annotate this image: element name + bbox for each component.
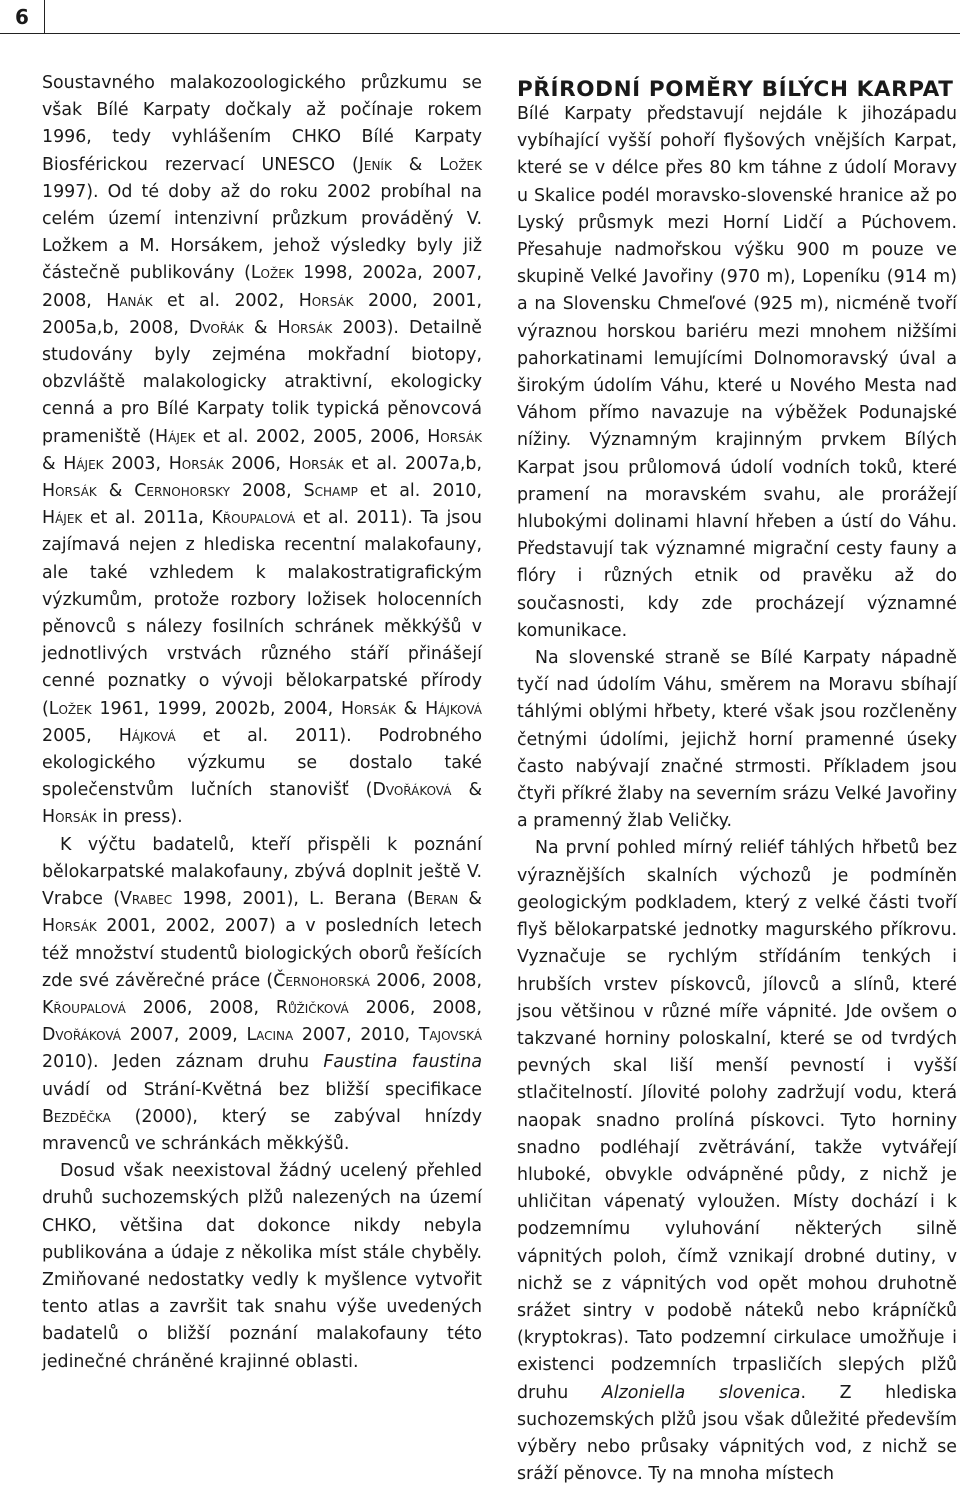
- text-run: . Z hlediska suchozemských plžů jsou však důležité především výběry nebo průsaky vápnitých vod, z nichž se sráží pěnovce. Ty na mnoha místech: [517, 1382, 957, 1485]
- author-name: Ložek: [250, 263, 294, 284]
- author-name: Horsák: [427, 426, 483, 447]
- right-paragraph: [517, 101, 957, 645]
- page-number: [0, 0, 45, 34]
- author-name: Ložek: [48, 698, 92, 719]
- author-name: Jeník: [358, 154, 392, 175]
- left-paragraph: [42, 70, 482, 832]
- author-name: Hájek: [63, 453, 104, 474]
- text-run: 2008,: [229, 481, 304, 502]
- author-name: Lacina: [246, 1025, 294, 1046]
- text-run: 2003,: [103, 453, 169, 474]
- author-name: Křoupalová: [211, 508, 296, 529]
- right-paragraph: [517, 645, 957, 835]
- author-name: Horsák: [277, 317, 333, 338]
- text-run: 2007, 2009,: [121, 1025, 247, 1046]
- author-name: Hájková: [118, 725, 176, 746]
- text-run: &: [391, 154, 440, 175]
- author-name: Horsák: [42, 916, 97, 937]
- text-run: in press).: [96, 807, 183, 828]
- header-rule: [44, 33, 960, 34]
- text-run: et al. 2011). Ta jsou zajímavá nejen z hlediska recentní malakofauny, ale také vzhledem k malakostratigrafickým výzkumům, protože rozbory ložisek holocenních pěnovců s nálezy fosilních schránek měkkýšů v jednotlivých vrstvách různého stáří přinášejí cenné poznatky o vývoji bělokarpatské přírody (: [42, 508, 483, 719]
- text-run: Soustavného malakozoologického průzkumu se však Bílé Karpaty dočkaly až počínaje rokem 1996, tedy vyhlášením CHKO Bílé Karpaty Biosférickou rezervací UNESCO (: [42, 73, 482, 175]
- right-paragraph: [517, 835, 957, 1488]
- author-name: Hájek: [42, 508, 83, 529]
- text-run: 1997). Od té doby až do roku 2002 probíhal na celém území intenzivní průzkum prováděný V. Ložkem a M. Horsákem, jehož výsledky byly již částečně publikovány (: [42, 181, 482, 284]
- text-run: K výčtu badatelů, kteří přispěli k poznání bělokarpatské malakofauny, zbývá doplnit ještě V. Vrabce (: [42, 834, 482, 910]
- author-name: Dvořák: [188, 317, 244, 338]
- author-name: Hájek: [155, 426, 196, 447]
- text-run: 1961, 1999, 2002b, 2004,: [91, 698, 342, 719]
- text-run: et al. 2010,: [357, 481, 483, 502]
- text-run: Dosud však neexistoval žádný ucelený přehled druhů suchozemských plžů nalezených na území CHKO, většina dat dokonce nikdy nebyla publikována a údaje z několika míst stále chyběly. Zmiňované nedostatky vedly k myšlence vytvořit tento atlas a završit tak snahu výše uvedených badatelů o bližší poznání malakofauny této jedinečné chráněné krajinné oblasti.: [42, 1161, 482, 1372]
- text-run: et al. 2011). Podrobného ekologického výzkumu se dostalo také společenstvům lučních stanovišť (: [42, 725, 482, 801]
- text-run: 2000, 2001, 2005a,b, 2008,: [42, 290, 482, 338]
- text-run: 2001, 2002, 2007) a v posledních letech též množství studentů biologických oborů řešících zde své závěrečné práce (: [42, 916, 482, 991]
- author-name: Horsák: [168, 453, 224, 474]
- right-column: [517, 76, 957, 1488]
- author-name: Cernohorsky: [134, 481, 230, 502]
- text-run: &: [451, 780, 483, 801]
- author-name: Beran: [413, 889, 459, 910]
- text-run: &: [42, 453, 64, 474]
- author-name: Hanák: [106, 290, 153, 311]
- text-run: 1998, 2002a, 2007, 2008,: [42, 263, 482, 311]
- author-name: Černohorská: [273, 970, 370, 991]
- text-run: et al. 2002, 2005, 2006,: [195, 426, 428, 447]
- text-run: et al. 2011a,: [82, 508, 212, 529]
- text-run: Na první pohled mírný reliéf táhlých hřbetů bez výraznějších skalních výchozů je podmíněn geologickým podkladem, který z velké části tvoří flyš bělokarpatské jednotky magurského příkrovu. Vyznačuje se rychlým střídáním tenkých i hrubších vrstev pískovců, jílovců a slínů, které jsou většinou v různé míře vápnité. Jde ovšem o takzvané horniny poloskalní, které se od tvrdých pevných skal liší menší pevností i vyšší stlačitelností. Jílovité polohy zadržují vodu, která naopak snadno prolíná pískovci. Tyto horniny snadno podléhají zvětrávání, takže vytvářejí hluboké, obvykle odvápněné půdy, z nichž je uhličitan vápenatý vyloužen. Místy dochází i k podzemnímu vyluhování některých silně vápnitých poloh, čímž vznikají drobné dutiny, v nichž se z vápnitých vod opět mohou druhotně srážet sintry v podobě náteků nebo krápníčků (kryptokras). Tato podzemní cirkulace umožňuje i existenci podzemních trpasličích slepých plžů druhu: [517, 838, 957, 1403]
- author-name: Dvořáková: [42, 1025, 121, 1046]
- text-run: 2003). Detailně studovány byly zejména mokřadní biotopy, obzvláště malakologicky atraktivní, ekologicky cenná a pro Bílé Karpaty tolik typická pěnovcová prameniště (: [42, 317, 482, 447]
- text-run: uvádí od Strání-Květná bez bližší specifikace: [42, 1079, 482, 1100]
- author-name: Ložek: [439, 154, 482, 175]
- text-run: 2005,: [42, 725, 119, 746]
- section-heading: PŘÍRODNÍ POMĚRY BÍLÝCH KARPAT: [517, 77, 954, 102]
- species-name: Faustina faustina: [323, 1052, 482, 1073]
- text-run: 2006, 2008,: [369, 970, 482, 991]
- text-run: &: [96, 481, 135, 502]
- author-name: Růžičková: [275, 997, 349, 1018]
- author-name: Bezděčka: [42, 1106, 111, 1127]
- text-run: &: [243, 317, 278, 338]
- text-run: 1998, 2001), L. Berana (: [172, 889, 414, 910]
- left-paragraph: [42, 832, 482, 1158]
- text-run: 2007, 2010,: [293, 1025, 419, 1046]
- author-name: Vrabec: [120, 889, 173, 910]
- text-run: (2000), který se zabýval hnízdy mravenců ve schránkách měkkýšů.: [42, 1106, 482, 1154]
- author-name: Tajovská: [418, 1025, 483, 1046]
- page-number-label: 6: [15, 4, 29, 29]
- text-run: &: [458, 889, 482, 910]
- author-name: Křoupalová: [42, 997, 126, 1018]
- text-run: 2006, 2008,: [125, 997, 276, 1018]
- text-run: Na slovenské straně se Bílé Karpaty nápadně tyčí nad údolím Váhu, směrem na Moravu sbíhají táhlými oblými hřbety, které však jsou rozčleněny četnými údolími, jejichž horní pramenné úseky často nabývají značné strmosti. Příkladem jsou čtyři příkré žlaby na severním srázu Velké Javořiny a pramenný žlab Veličky.: [517, 648, 957, 832]
- left-column: [42, 70, 482, 1376]
- species-name: Alzoniella slovenica: [601, 1382, 801, 1403]
- text-run: 2010). Jeden záznam druhu: [42, 1052, 324, 1073]
- author-name: Horsák: [42, 807, 97, 828]
- author-name: Horsák: [42, 481, 97, 502]
- author-name: Horsák: [298, 290, 354, 311]
- author-name: Horsák: [288, 453, 344, 474]
- text-run: et al. 2007a,b,: [343, 453, 482, 474]
- left-paragraph: [42, 1158, 482, 1376]
- text-run: et al. 2002,: [152, 290, 299, 311]
- author-name: Horsák: [341, 698, 396, 719]
- text-run: 2006,: [223, 453, 289, 474]
- text-run: 2006, 2008,: [348, 997, 482, 1018]
- author-name: Dvořáková: [372, 780, 452, 801]
- author-name: Schamp: [303, 481, 358, 502]
- text-run: Bílé Karpaty představují nejdále k jihozápadu vybíhající vyšší pohoří flyšových vnějších Karpat, které se v délce přes 80 km táhne z údolí Moravy u Skalice podél moravsko-slovenské hranice až po Lyský průsmyk mezi Horní Lidčí a Púchovem. Přesahuje nadmořskou výšku 900 m pouze ve skupině Velké Javořiny (970 m), Lopeníku (914 m) a na Slovensku Chmeľové (925 m), nicméně tvoří výraznou horskou bariéru mezi mnohem nižšími pahorkatinami lemujícími Dolnomoravský úval a širokým údolím Váhu, které u Nového Mesta nad Váhom přímo navazuje na výběžek Podunajské nížiny. Významným krajinným prvkem Bílých Karpat jsou průlomová údolí vodních toků, které pramení na moravském svahu, ale prorážejí hlubokými dolinami hlavní hřeben a ústí do Váhu. Představují tak významné migrační cesty fauny a flóry i různých etnik od pravěku až do současnosti, kdy zde procházejí významné komunikace.: [517, 104, 957, 641]
- text-run: &: [395, 698, 426, 719]
- author-name: Hájková: [425, 698, 483, 719]
